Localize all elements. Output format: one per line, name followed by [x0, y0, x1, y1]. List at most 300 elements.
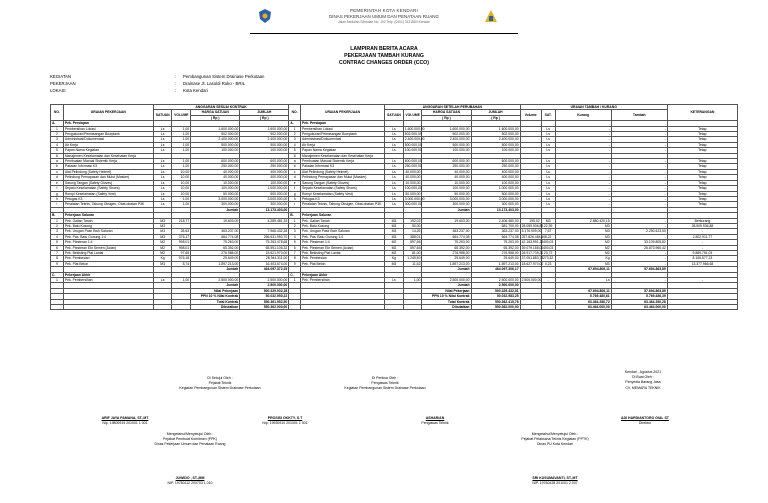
table-cell: 1.600.000,00: [404, 126, 425, 131]
sig-block-3: [385, 416, 485, 426]
table-cell: Ls: [153, 126, 172, 131]
table-cell: M3: [385, 261, 404, 266]
table-cell: 39.079.185,00: [521, 245, 544, 250]
table-cell: Pek. Pas. Batu Gunung 1:4: [300, 234, 384, 239]
table-cell: 50,00: [403, 223, 422, 228]
meta-key: PEKERJAAN: [50, 81, 76, 86]
table-cell: ( Rp ): [471, 115, 520, 120]
table-cell: Ls: [153, 186, 172, 191]
table-cell: 400,03: [542, 240, 554, 245]
table-cell: Total Kontrak: [422, 299, 471, 304]
table-cell: 65.591.105,32: [240, 245, 289, 250]
table-cell: 5: [51, 240, 64, 245]
table-cell: Ls: [385, 148, 404, 153]
table-cell: -: [555, 159, 611, 164]
sig-name: ARIF JAYA PAMANA, ST.,MT: [101, 416, 149, 420]
table-cell: 1.249,50: [403, 256, 422, 261]
table-cell: Pek. Galian Tanah: [300, 218, 384, 223]
table-cell: 1: [51, 278, 64, 283]
table-cell: 502.000,00: [422, 132, 471, 137]
table-cell: Ls: [385, 186, 404, 191]
table-cell: Ls: [541, 142, 555, 147]
table-cell: 2.500.000,00: [240, 283, 289, 288]
sig-name: ASHAR/AN: [425, 416, 445, 420]
table-cell: 6: [289, 153, 301, 158]
sig-name: JUWIDO , ST.,MM: [175, 476, 205, 480]
table-cell: Pek. Plesteran 1:4: [63, 240, 153, 245]
table-cell: -: [611, 142, 667, 147]
table-cell: 4.289.481,33: [240, 218, 289, 223]
sig-block-6: [495, 476, 615, 486]
table-header-row: [51, 110, 738, 115]
table-cell: 1.600.000,00: [471, 126, 520, 131]
table-cell: 998,01: [172, 245, 191, 250]
table-cell: Tetap: [667, 142, 737, 147]
table-cell: 19.603,00: [422, 218, 471, 223]
table-cell: 1.600.000,00: [191, 126, 240, 131]
table-cell: Ls: [541, 180, 555, 185]
table-cell: 464.097.372,25: [240, 267, 289, 272]
table-cell: 600.000,00: [471, 159, 520, 164]
table-cell: c: [289, 169, 301, 174]
table-cell: Tetap: [667, 202, 737, 207]
table-cell: h: [51, 196, 64, 201]
table-cell: 6: [289, 245, 301, 250]
table-cell: Ls: [541, 196, 555, 201]
table-cell: Ls: [541, 191, 555, 196]
table-cell: Ls: [385, 202, 404, 207]
table-cell: 600.000,00: [422, 159, 471, 164]
table-cell: Pek. Plat Beton: [300, 261, 384, 266]
table-cell: Ls: [541, 137, 555, 142]
table-cell: Kg: [153, 256, 172, 261]
table-cell: Ls: [541, 164, 555, 169]
table-cell: Tetap: [667, 196, 737, 201]
table-cell: [153, 305, 172, 310]
table-cell: 75.263.478,68: [240, 240, 289, 245]
table-cell: M3: [555, 234, 611, 239]
sig-text: Di Periksa Oleh :: [371, 376, 399, 380]
table-cell: Air Kerja: [63, 142, 153, 147]
table-cell: 3.000.000,00: [191, 196, 240, 201]
table-cell: 300.000,00: [471, 202, 520, 207]
table-cell: HARGA SATUAN: [422, 110, 471, 115]
table-cell: M3: [385, 234, 404, 239]
table-cell: Rompi Keselamatan (Safety Vest): [300, 191, 384, 196]
sig-right-title: [588, 370, 698, 391]
table-cell: g: [289, 191, 301, 196]
table-cell: 100.000,00: [191, 186, 240, 191]
table-cell: f: [289, 186, 301, 191]
table-cell: PPN 10 % Nilai Kontrak: [191, 294, 240, 299]
table-cell: 600.000,00: [240, 159, 289, 164]
table-cell: [520, 305, 541, 310]
table-cell: SATUAN: [385, 110, 404, 121]
table-cell: Pek. Plesteran 1:4: [300, 240, 384, 245]
sig-text: Pejabat Pembuat Komitmen (PPK): [163, 437, 217, 442]
table-cell: 3.000.000,00: [471, 196, 520, 201]
table-cell: Ls: [541, 202, 555, 207]
table-cell: 100.000,00: [422, 186, 471, 191]
table-cell: Manajemen Keselamatan dan Kesehatan Kerja: [63, 153, 153, 158]
sig-nip: NIP. 19780112 200703 1 010: [167, 481, 213, 486]
table-cell: 10,00: [172, 175, 191, 180]
table-cell: 65.392,00: [422, 245, 471, 250]
table-cell: -: [555, 142, 611, 147]
table-cell: 664.774,08: [191, 234, 240, 239]
meta-value: Kota Kendari: [183, 88, 208, 93]
table-cell: a: [51, 159, 64, 164]
table-cell: g: [51, 191, 64, 196]
sig-nip: Nip. 19800919 201001 1 001: [102, 421, 148, 426]
table-cell: -: [667, 240, 737, 245]
table-cell: Dibulatkan: [191, 305, 240, 310]
table-cell: M3: [385, 229, 404, 234]
table-cell: ANGGARAN SESUAI KONTRAK: [153, 105, 289, 110]
table-cell: 2.500.000,00: [471, 283, 520, 288]
sig-text: Dinas PU Kota Kendari: [537, 442, 573, 447]
doc-title-1: LAMPIRAN BERITA ACARA: [350, 46, 418, 52]
table-cell: M3: [555, 261, 611, 266]
table-cell: d: [51, 175, 64, 180]
table-cell: -: [611, 191, 667, 196]
doc-title-2: PEKERJAAN TAMBAH KURANG: [344, 53, 424, 59]
sig-text: Di Setujui Oleh :: [207, 376, 233, 380]
table-cell: Tambah: [611, 110, 667, 121]
table-cell: Papan Nama Kegiatan: [63, 148, 153, 153]
table-cell: M2: [555, 250, 611, 255]
table-cell: 5: [289, 240, 301, 245]
table-cell: -: [541, 278, 555, 283]
table-cell: -: [520, 164, 541, 169]
table-cell: M3: [153, 218, 172, 223]
table-cell: Ls: [385, 169, 404, 174]
table-cell: 218,77: [172, 218, 191, 223]
table-cell: Tetap: [667, 159, 737, 164]
table-cell: 276.988,00: [471, 250, 520, 255]
table-cell: M3: [153, 223, 172, 228]
table-cell: -: [555, 126, 611, 131]
table-cell: Pek. Pembesian: [300, 256, 384, 261]
table-cell: i: [51, 202, 64, 207]
sig-text: Pejabat Pelaksana Teknis Kegiatan (PPTK): [521, 437, 589, 442]
table-cell: 1,00: [172, 148, 191, 153]
table-cell: [667, 305, 737, 310]
table-cell: Administrasi/Dokumentasi: [63, 137, 153, 142]
table-cell: e: [51, 180, 64, 185]
table-cell: -: [611, 256, 667, 261]
table-cell: 7: [289, 250, 301, 255]
table-cell: 67.694.806,11: [555, 288, 611, 293]
table-cell: Ls: [385, 191, 404, 196]
table-cell: Nilai Pekerjaan: [191, 288, 240, 293]
table-cell: i: [289, 202, 301, 207]
table-cell: 100.000,00: [240, 148, 289, 153]
table-cell: h: [289, 196, 301, 201]
table-cell: b: [51, 164, 64, 169]
table-cell: Kg: [385, 256, 404, 261]
table-cell: 250.000,00: [191, 164, 240, 169]
table-cell: -: [520, 137, 541, 142]
table-cell: a: [289, 159, 301, 164]
table-cell: 1.600.000,00: [422, 126, 471, 131]
table-cell: Air Kerja: [300, 142, 384, 147]
table-cell: 250.000,00: [422, 164, 471, 169]
table-cell: M2: [153, 250, 172, 255]
sig-block-1: [70, 416, 180, 426]
table-cell: Pek. Galian Tanah: [63, 218, 153, 223]
table-cell: [172, 305, 191, 310]
table-cell: 5.769.486,39: [611, 294, 667, 299]
table-cell: 250.000,00: [404, 164, 422, 169]
table-cell: -: [520, 169, 541, 174]
table-cell: 363.237,00: [471, 229, 520, 234]
table-cell: -: [611, 186, 667, 191]
table-cell: Ls: [153, 148, 172, 153]
table-cell: 502.000,00: [471, 132, 520, 137]
table-cell: 550.362.000,00: [240, 305, 289, 310]
table-cell: 6: [51, 245, 64, 250]
table-cell: 50.032.950,22: [240, 294, 289, 299]
table-cell: Kg: [555, 256, 611, 261]
sig-name: SRI KUSUMAVANTI, ST.,MT: [532, 476, 578, 480]
table-cell: 3: [289, 137, 301, 142]
header-department: DINAS PEKERJAAN UMUM DAN PENATAAN RUANG: [328, 14, 440, 19]
table-cell: -: [555, 196, 611, 201]
table-cell: -: [611, 164, 667, 169]
table-cell: 8,22: [541, 234, 555, 239]
table-cell: Ls: [153, 175, 172, 180]
table-cell: 100.000,00: [471, 148, 520, 153]
table-cell: 1.897.213,00: [191, 261, 240, 266]
table-cell: M3: [555, 223, 611, 228]
table-cell: 13.173.403,00: [240, 207, 289, 212]
table-cell: 2.802.911,77: [667, 234, 737, 239]
table-cell: -: [611, 234, 667, 239]
table-cell: M2: [385, 245, 404, 250]
table-cell: 13.173.403,00: [471, 207, 520, 212]
table-cell: HARGA SATUAN: [191, 110, 240, 115]
table-cell: e: [289, 180, 301, 185]
table-cell: 28.059.936,88: [521, 223, 544, 228]
table-cell: 9.889.751,03: [667, 250, 737, 255]
table-cell: 1,00: [172, 159, 191, 164]
table-cell: 57.694.863,89: [611, 288, 667, 293]
table-cell: Pembersihan Lokasi: [300, 126, 384, 131]
table-cell: 5.769.480,61: [555, 294, 611, 299]
table-cell: Pek. Persiapan: [63, 121, 153, 126]
table-cell: -: [555, 137, 611, 142]
table-cell: ( Rp ): [191, 115, 240, 120]
table-cell: Alat Pelindung (Safety Helmet): [63, 169, 153, 174]
table-cell: Tetap: [667, 126, 737, 131]
table-cell: -: [520, 180, 541, 185]
table-cell: 3: [51, 137, 64, 142]
table-cell: -: [667, 278, 737, 283]
table-cell: 550.361.952,50: [240, 299, 289, 304]
table-cell: 2: [51, 223, 64, 228]
table-cell: [385, 305, 404, 310]
table-cell: 7: [51, 250, 64, 255]
table-cell: Pek. Urugan Pasir Bwh Saluran: [63, 229, 153, 234]
table-cell: 998,01: [172, 240, 191, 245]
table-cell: M2: [153, 245, 172, 250]
table-cell: -: [611, 126, 667, 131]
header-government: PEMERINTAH KOTA KENDARI: [350, 8, 418, 13]
table-cell: 3: [51, 229, 64, 234]
table-cell: 1: [289, 278, 301, 283]
table-cell: Ls: [541, 169, 555, 174]
header-address: Jalan Abdullah Silondae No. 102 Telp. (0401) 3121883 Kendari: [338, 20, 430, 24]
table-cell: M3: [541, 218, 555, 223]
table-cell: 1: [51, 218, 64, 223]
table-cell: Peralatan Teknis, Tabung Oksigen, Obat-obatan P3K: [63, 202, 153, 207]
sig-nip: NIP. 19760428 201001 2 007: [532, 481, 578, 486]
table-cell: 29.649,00: [422, 256, 471, 261]
table-cell: 10.000,00: [191, 180, 240, 185]
table-cell: -: [667, 245, 737, 250]
table-cell: 600.000,00: [404, 159, 422, 164]
table-cell: Ls: [541, 132, 555, 137]
table-cell: 29.649,00: [471, 256, 520, 261]
table-cell: 597,66: [403, 240, 422, 245]
table-cell: 502.000,00: [404, 132, 422, 137]
table-cell: Tetap: [667, 180, 737, 185]
table-cell: Sepatu Keselamatan (Safety Shoes): [63, 186, 153, 191]
table-cell: 1: [51, 126, 64, 131]
table-cell: Ls: [153, 142, 172, 147]
sig-text: Di Buat Oleh :: [632, 375, 654, 380]
table-cell: 1.897.213,00: [422, 261, 471, 266]
table-cell: -: [611, 218, 667, 223]
table-cell: 1,00: [172, 142, 191, 147]
total-row: [51, 305, 738, 310]
table-cell: 2.290.423,50: [611, 229, 667, 234]
table-cell: c: [51, 169, 64, 174]
table-cell: 363.237,00: [191, 229, 240, 234]
table-cell: Nilai Pekerjaan: [422, 288, 471, 293]
table-cell: 63.464.286,72: [555, 299, 611, 304]
table-cell: 276.988,00: [191, 250, 240, 255]
table-cell: 4: [51, 142, 64, 147]
table-cell: -: [520, 196, 541, 201]
table-cell: 11,62: [403, 261, 422, 266]
table-cell: 14,25: [403, 229, 422, 234]
table-cell: 1.600.000,00: [240, 126, 289, 131]
table-cell: Ls: [555, 278, 611, 283]
table-cell: Papan Nama Kegiatan: [300, 148, 384, 153]
table-cell: Pekerjaan Akhir: [63, 272, 153, 277]
table-cell: 581.700,00: [471, 223, 520, 228]
table-cell: 50.000,00: [422, 191, 471, 196]
table-cell: Rompi Keselamatan (Safety Vest): [63, 191, 153, 196]
table-cell: 1,00: [172, 137, 191, 142]
table-cell: -: [611, 278, 667, 283]
table-cell: 550.362.000,00: [471, 305, 520, 310]
table-cell: d: [289, 175, 301, 180]
table-cell: f: [51, 186, 64, 191]
table-cell: 0,23: [541, 261, 555, 266]
table-cell: -: [520, 191, 541, 196]
table-cell: Pembuatan Manual Sistemik Kerja: [63, 159, 153, 164]
table-cell: 3.000.000,00: [404, 196, 425, 201]
table-cell: 100.000,00: [191, 148, 240, 153]
table-cell: 13.377.966,68: [667, 261, 737, 266]
sig-block-5: [130, 476, 250, 486]
table-cell: M3: [385, 218, 404, 223]
table-cell: ( Rp ): [240, 115, 289, 120]
table-cell: -: [520, 126, 541, 131]
table-cell: M3: [153, 229, 172, 234]
cco-table: [50, 104, 738, 310]
table-cell: Ls: [385, 175, 404, 180]
table-cell: ( Rp ): [422, 115, 471, 120]
table-cell: Tetap: [667, 186, 737, 191]
table-cell: Ls: [153, 169, 172, 174]
table-cell: 1: [289, 218, 301, 223]
table-cell: 500.329.432,51: [471, 288, 520, 293]
table-cell: Ls: [153, 164, 172, 169]
sig-middle-title: [320, 376, 450, 392]
table-cell: M2: [385, 250, 404, 255]
table-cell: -: [520, 159, 541, 164]
table-cell: M3: [153, 261, 172, 266]
table-cell: Pelindung Pernapasan dan Mulut (Masker): [300, 175, 384, 180]
table-cell: PPN 10 % Nilai Kontrak: [422, 294, 471, 299]
table-cell: Ls: [153, 278, 172, 283]
table-cell: [63, 305, 153, 310]
table-cell: Berkurang: [667, 218, 737, 223]
table-cell: SATUAN: [153, 110, 172, 121]
table-cell: Ls: [153, 196, 172, 201]
table-cell: Pek. Pembesian: [63, 256, 153, 261]
table-cell: 195,02: [520, 218, 541, 223]
table-cell: 100.000,00: [404, 186, 422, 191]
table-cell: Ls: [541, 126, 555, 131]
meta-key: LOKASI: [50, 88, 66, 93]
table-cell: Pek. Pembersihan: [63, 278, 153, 283]
table-cell: Pakaian Informasi K3: [300, 164, 384, 169]
table-cell: Ls: [385, 159, 404, 164]
table-cell: 502.000,00: [240, 132, 289, 137]
table-cell: Jumlah: [422, 207, 471, 212]
table-cell: [541, 305, 555, 310]
table-cell: M2: [385, 240, 404, 245]
table-cell: 8.106.577,23: [667, 256, 737, 261]
table-cell: 37.051.883,78: [521, 256, 544, 261]
table-cell: 28.509.936,88: [667, 223, 737, 228]
table-cell: Pek. Bekisting Plat Lantai: [300, 250, 384, 255]
table-cell: 50.000,00: [191, 191, 240, 196]
table-cell: VOLUME: [403, 110, 422, 121]
sig-text: Kegiatan Pembangunan Sistem Drainase Perkotaan: [179, 386, 261, 391]
table-cell: 1.897.213,00: [471, 261, 520, 266]
table-cell: URAIAN TAMBAH / KURANG: [520, 105, 667, 110]
table-cell: 28.917.739,20: [521, 250, 544, 255]
table-cell: 4: [289, 234, 301, 239]
table-cell: NO.: [289, 105, 301, 121]
table-cell: 16.403.674,00: [240, 261, 289, 266]
table-cell: 2.880.420,15: [555, 218, 611, 223]
table-cell: 63.464.000,00: [555, 305, 611, 310]
table-cell: JUMLAH: [240, 110, 289, 115]
table-cell: Petugas K3: [63, 196, 153, 201]
table-cell: -: [611, 180, 667, 185]
table-cell: 10,00: [172, 191, 191, 196]
table-cell: 9: [289, 261, 301, 266]
table-cell: 15.621.970,00: [240, 250, 289, 255]
table-cell: Pekerjaan Saluran: [63, 213, 153, 218]
